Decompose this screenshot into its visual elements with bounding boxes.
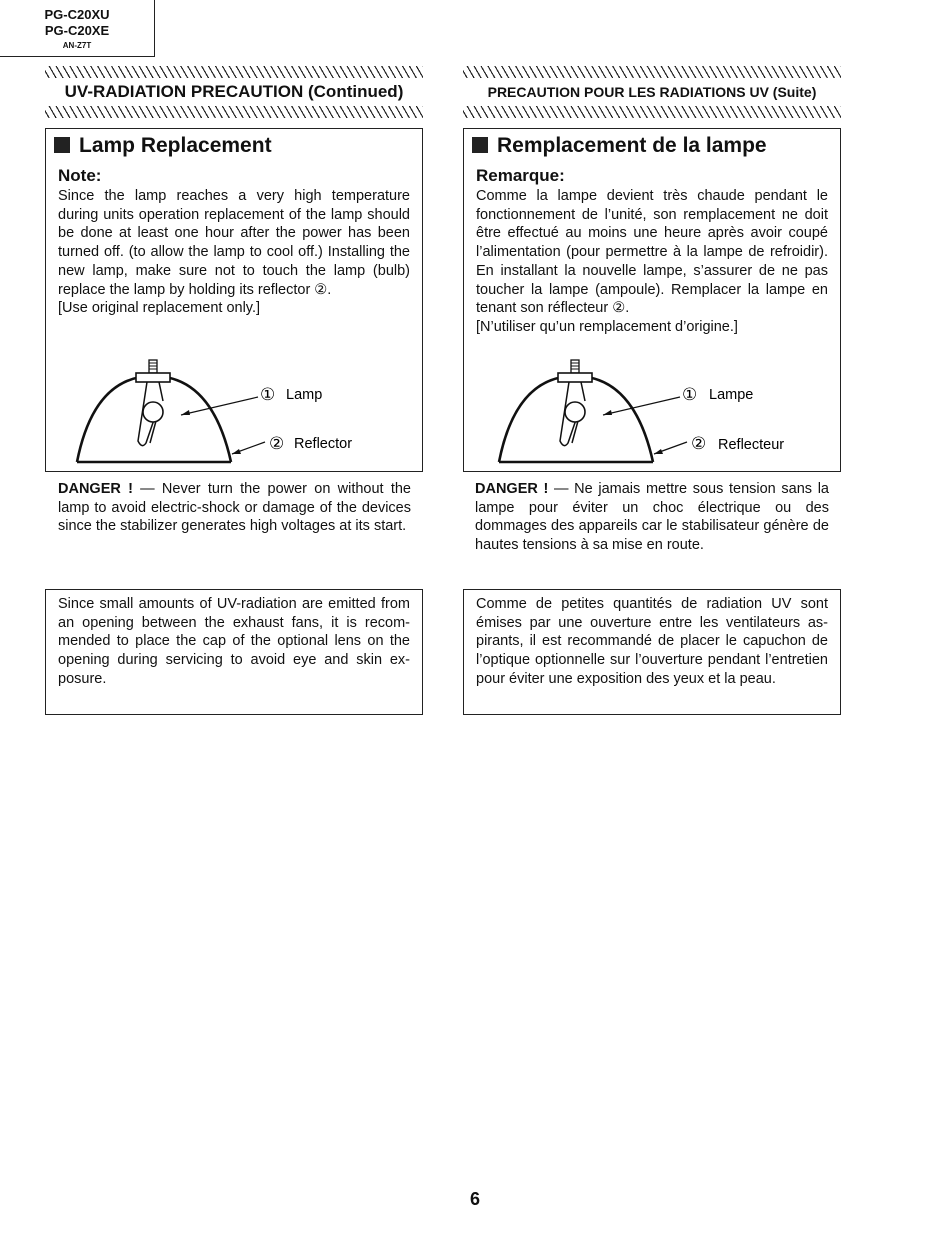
reflector-label-number: ② (269, 434, 285, 453)
lamp-replacement-box (463, 128, 841, 472)
lamp-bulb (143, 402, 163, 422)
danger-text: — Ne jamais mettre sous tension sans la lampe pour éviter un choc électrique ou des dommages des appareils car le stabilisateur génère de hautes tensions à sa mise en route. (475, 481, 829, 554)
reflector-label: Reflector (294, 436, 353, 452)
lamp-label: Lampe (709, 387, 754, 403)
note-body (58, 187, 410, 318)
model-number-1: PG-C20XU (44, 7, 110, 22)
hatch-divider-bottom (45, 106, 423, 118)
uv-radiation-note-box (463, 589, 841, 715)
english-column (45, 66, 423, 687)
danger-warning (475, 480, 829, 555)
danger-warning (58, 480, 411, 536)
french-heading: PRECAUTION POUR LES RADIATIONS UV (Suite) (487, 84, 817, 100)
section-title-text: Remplacement de la lampe (497, 134, 767, 157)
lamp-leader-line (603, 397, 680, 415)
section-title-text: Lamp Replacement (79, 134, 272, 157)
section-title (54, 134, 272, 158)
lamp-label: Lamp (286, 387, 323, 403)
lamp-drawing (77, 360, 265, 462)
section-title (472, 134, 767, 158)
english-heading: UV-RADIATION PRECAUTION (Continued) (64, 82, 404, 101)
accessory-number: AN-Z7T (62, 41, 92, 50)
note-paragraph: Since the lamp reaches a very high temperature during units operation replacement of the lamp should be done at least one hour after the power has been turned off. (to allow the lamp to cool off.) Installing the new lamp, make sure not to touch the lamp (bulb) replace the lamp by holding its reflector ②. (58, 188, 410, 298)
black-square-icon (54, 137, 70, 153)
model-box (0, 0, 155, 57)
uv-radiation-note: Since small amounts of UV-radiation are emitted from an opening between the exhaust fans, it is recom-mended to place the cap of the optional lens on the opening during servicing to avoid eye and skin ex-posure. (58, 596, 410, 687)
note-original-only: [N’utiliser qu’un remplacement d’origine.] (476, 318, 738, 335)
lamp-leader-line (181, 397, 258, 415)
lamp-diagram (464, 351, 840, 469)
reflector-label: Reflecteur (718, 437, 785, 453)
page-number: 6 (469, 1189, 480, 1209)
hatch-divider-bottom (463, 106, 841, 118)
note-body (476, 187, 828, 337)
black-square-icon (472, 137, 488, 153)
note-title: Note: (58, 166, 102, 185)
lamp-cap (558, 373, 592, 382)
reflector-label-number: ② (691, 434, 707, 453)
note-paragraph: Comme la lampe devient très chaude pendant le fonctionnement de l’unité, son remplacement ne doit être effectué au moins une heure après avoir coupé l’alimentation (pour permettre à la lampe de refroidir). En installant la nouvelle lampe, s’assurer de ne pas toucher la lampe (ampoule). Remplacer la lampe en tenant son réflecteur ②. (476, 188, 828, 317)
note-title: Remarque: (476, 166, 565, 185)
model-number-2: PG-C20XE (44, 23, 110, 38)
lamp-bulb (565, 402, 585, 422)
uv-radiation-note-box (45, 589, 423, 715)
lamp-replacement-box (45, 128, 423, 472)
danger-text: — Never turn the power on without the lamp to avoid electric-shock or damage of the devices since the stabilizer generates high voltages at its start. (58, 481, 411, 535)
lamp-label-number: ① (260, 385, 276, 404)
lamp-label-number: ① (682, 385, 698, 404)
french-column (463, 66, 841, 687)
hatch-divider-top (463, 66, 841, 78)
danger-label: DANGER ! (475, 481, 549, 497)
uv-radiation-note: Comme de petites quantités de radiation UV sont émises par une ouverture entre les ventilateurs as-pirants, il est recommandé de placer le capuchon de l’optique optionnelle sur l’ouverture pendant l’entretien pour éviter une exposition des yeux et la peau. (476, 596, 828, 687)
lamp-diagram (46, 351, 422, 469)
lamp-cap (136, 373, 170, 382)
lamp-drawing (499, 360, 687, 462)
note-original-only: [Use original replacement only.] (58, 300, 261, 317)
hatch-divider-top (45, 66, 423, 78)
danger-label: DANGER ! (58, 481, 133, 497)
